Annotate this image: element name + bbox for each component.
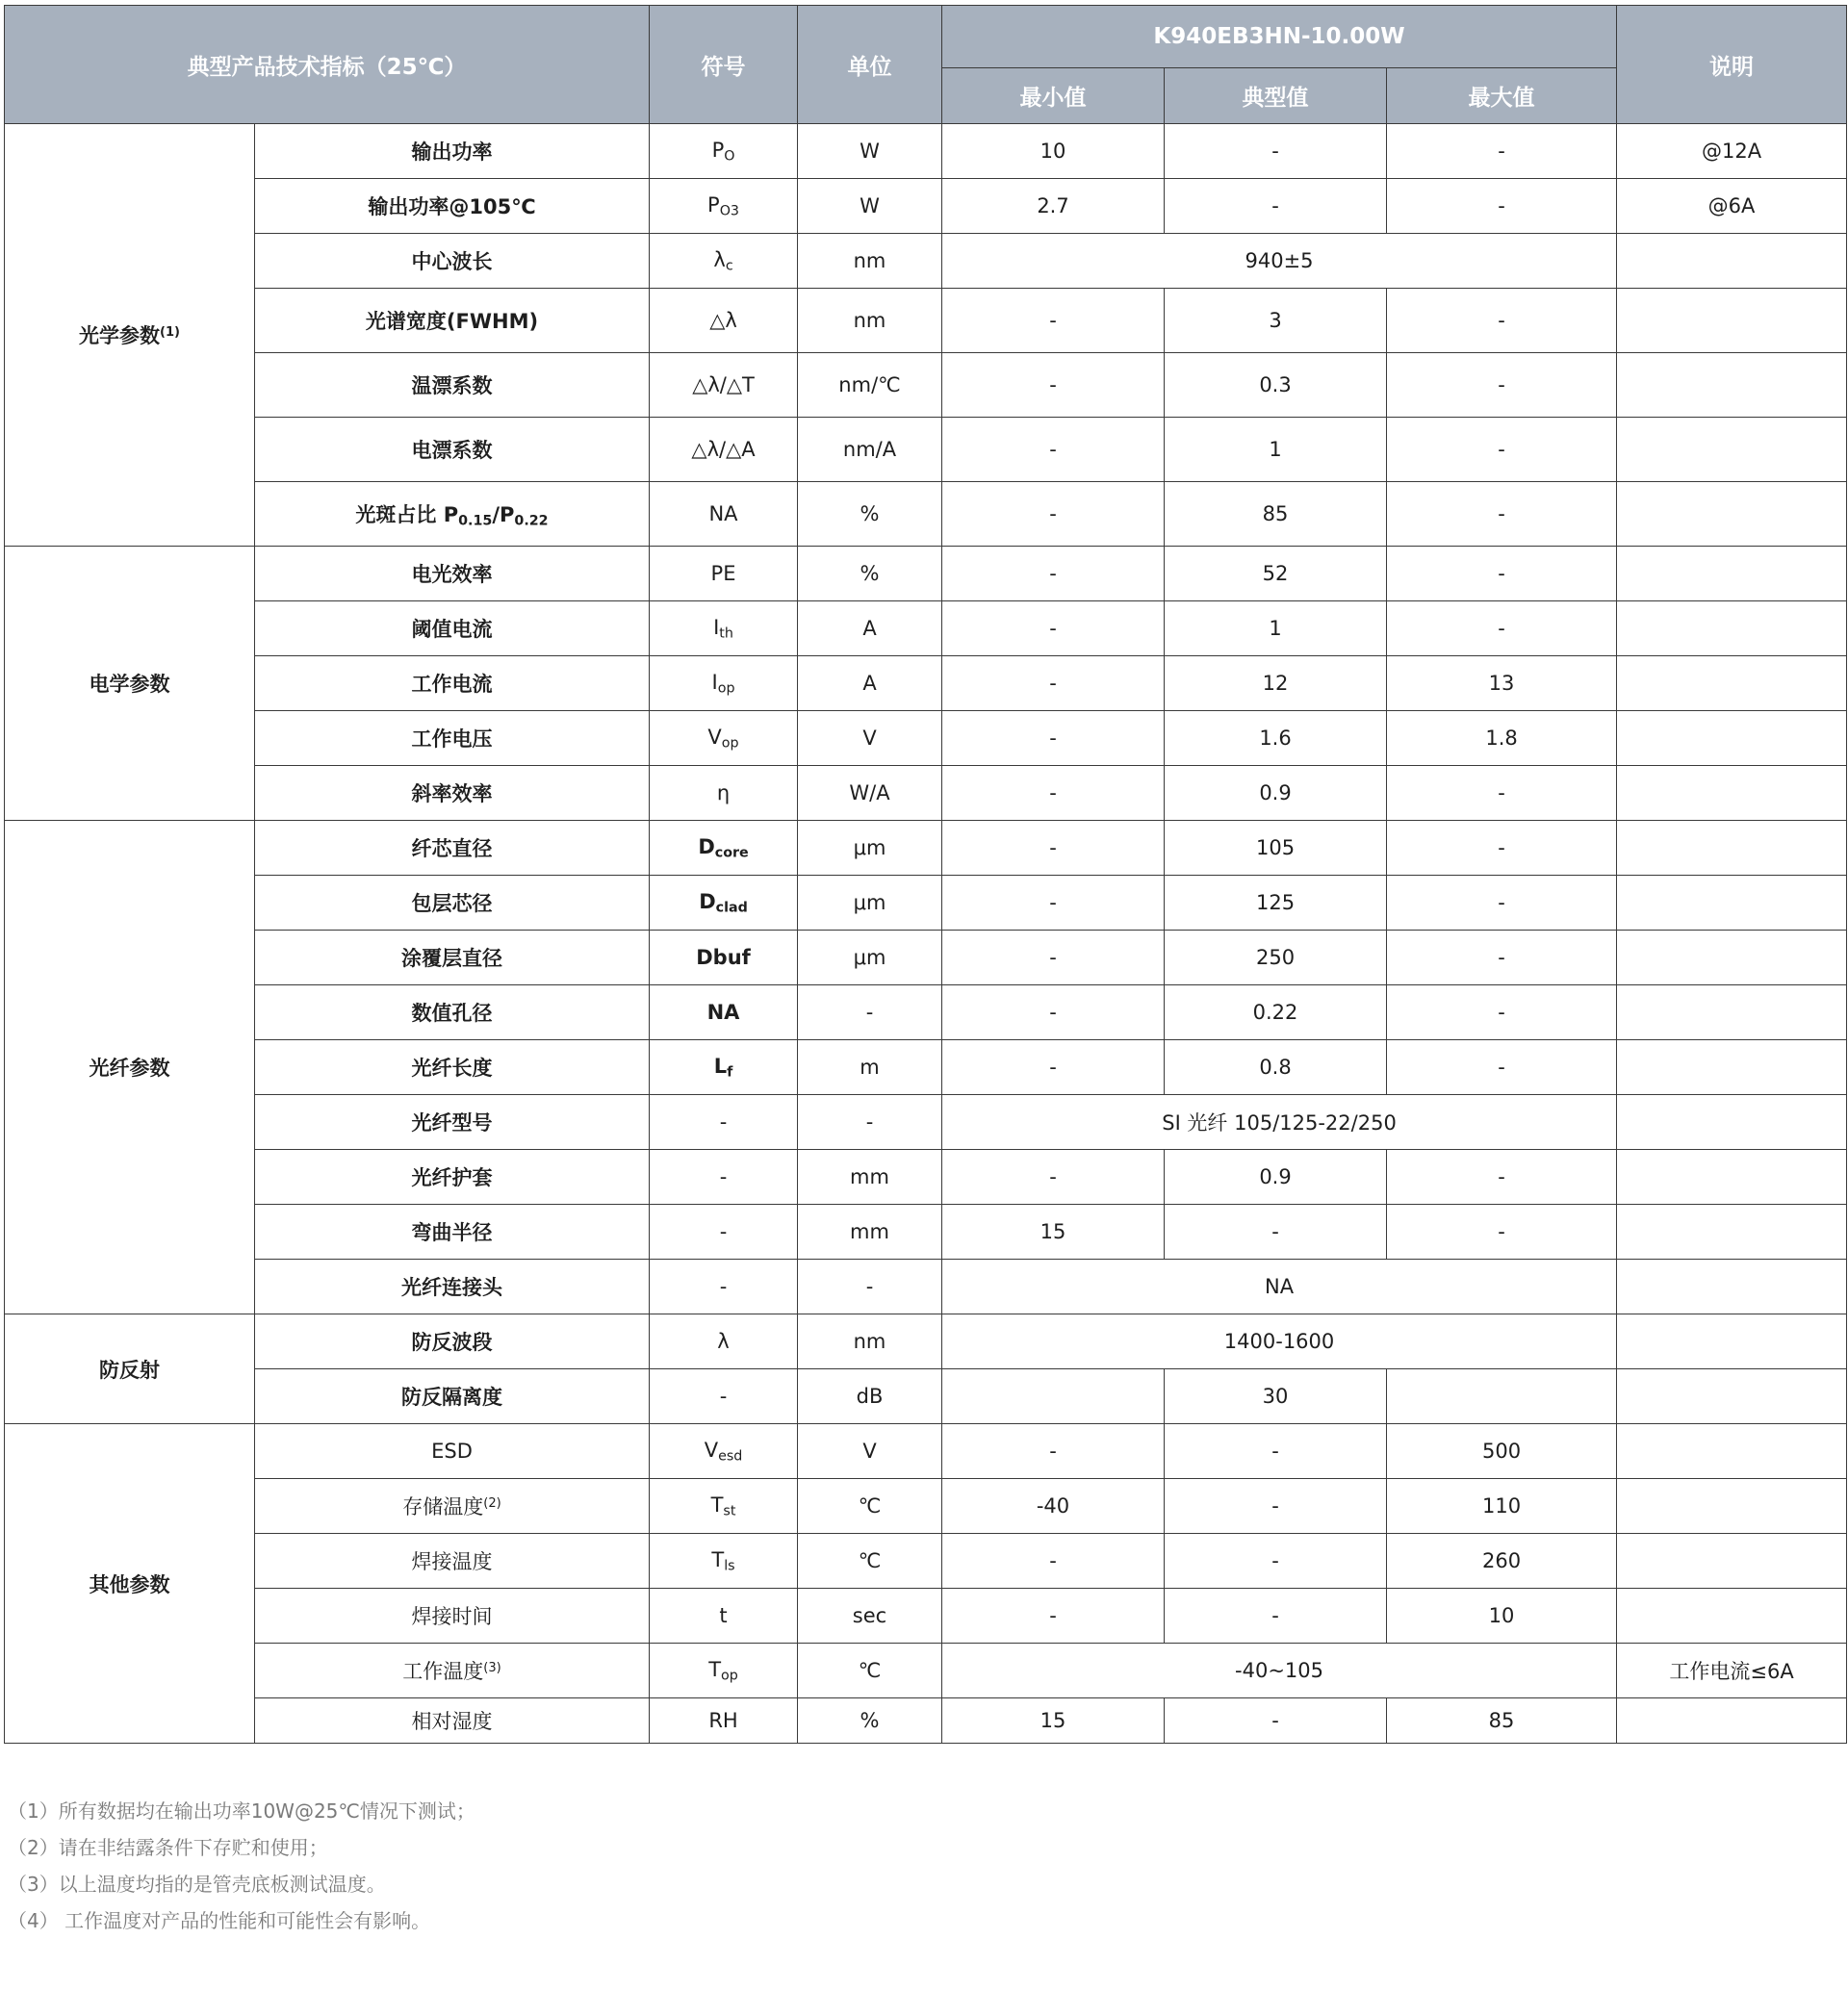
- span-value-cell: 1400-1600: [942, 1314, 1617, 1369]
- symbol-cell: η: [650, 766, 798, 821]
- symbol-cell: [650, 1479, 798, 1534]
- min-cell: -40: [942, 1479, 1165, 1534]
- param-name: [255, 1644, 650, 1698]
- table-row: [5, 482, 1847, 547]
- table-row: [5, 711, 1847, 766]
- unit-cell: %: [798, 482, 942, 547]
- typ-cell: -: [1165, 1534, 1387, 1589]
- unit-cell: W: [798, 124, 942, 179]
- unit-cell: dB: [798, 1369, 942, 1424]
- min-cell: 2.7: [942, 179, 1165, 234]
- category-other: 其他参数: [5, 1424, 255, 1744]
- span-value-cell: NA: [942, 1260, 1617, 1314]
- param-name: 中心波长: [255, 234, 650, 289]
- max-cell: -: [1387, 124, 1617, 179]
- param-name: 电光效率: [255, 547, 650, 601]
- param-name: 光谱宽度(FWHM): [255, 289, 650, 353]
- max-cell: -: [1387, 418, 1617, 482]
- table-row: [5, 1205, 1847, 1260]
- max-cell: 13: [1387, 656, 1617, 711]
- param-name: 焊接温度: [255, 1534, 650, 1589]
- category-electrical: 电学参数: [5, 547, 255, 821]
- unit-cell: %: [798, 1698, 942, 1744]
- typ-cell: 0.9: [1165, 1150, 1387, 1205]
- note-cell: [1617, 601, 1847, 656]
- symbol-cell: [650, 124, 798, 179]
- typ-cell: 1.6: [1165, 711, 1387, 766]
- note-cell: [1617, 1040, 1847, 1095]
- category-antireflection: 防反射: [5, 1314, 255, 1424]
- note-cell: [1617, 1205, 1847, 1260]
- header-unit: 单位: [798, 6, 942, 124]
- header-model: K940EB3HN-10.00W: [942, 6, 1617, 68]
- min-cell: -: [942, 766, 1165, 821]
- param-name: 电漂系数: [255, 418, 650, 482]
- param-name-sub: 0.22: [514, 513, 549, 529]
- table-row: [5, 766, 1847, 821]
- max-cell: -: [1387, 985, 1617, 1040]
- max-cell: -: [1387, 547, 1617, 601]
- symbol-cell: RH: [650, 1698, 798, 1744]
- table-row: [5, 234, 1847, 289]
- min-cell: -: [942, 482, 1165, 547]
- typ-cell: -: [1165, 124, 1387, 179]
- unit-cell: -: [798, 1095, 942, 1150]
- param-name: 输出功率: [255, 124, 650, 179]
- symbol-cell: △λ: [650, 289, 798, 353]
- symbol-cell: [650, 711, 798, 766]
- symbol-cell: [650, 179, 798, 234]
- param-name: 温漂系数: [255, 353, 650, 418]
- table-row: [5, 124, 1847, 179]
- table-row: [5, 876, 1847, 931]
- param-name: 工作电流: [255, 656, 650, 711]
- typ-cell: 3: [1165, 289, 1387, 353]
- footnote: （4） 工作温度对产品的性能和可能性会有影响。: [8, 1909, 431, 1932]
- table-row: [5, 1644, 1847, 1698]
- min-cell: -: [942, 931, 1165, 985]
- max-cell: 10: [1387, 1589, 1617, 1644]
- symbol: L: [713, 1054, 728, 1078]
- symbol-cell: -: [650, 1150, 798, 1205]
- param-name: 输出功率@105℃: [255, 179, 650, 234]
- unit-cell: nm/A: [798, 418, 942, 482]
- table-row: [5, 1150, 1847, 1205]
- unit-cell: mm: [798, 1150, 942, 1205]
- symbol-sub: ls: [724, 1558, 735, 1574]
- table-row: [5, 1369, 1847, 1424]
- min-cell: -: [942, 418, 1165, 482]
- param-name: ESD: [255, 1424, 650, 1479]
- unit-cell: -: [798, 1260, 942, 1314]
- unit-cell: %: [798, 547, 942, 601]
- symbol-cell: △λ/△T: [650, 353, 798, 418]
- param-name: 焊接时间: [255, 1589, 650, 1644]
- typ-cell: 125: [1165, 876, 1387, 931]
- symbol-cell: [650, 1644, 798, 1698]
- min-cell: -: [942, 1424, 1165, 1479]
- table-row: [5, 547, 1847, 601]
- table-row: [5, 1095, 1847, 1150]
- max-cell: -: [1387, 821, 1617, 876]
- table-row: [5, 1260, 1847, 1314]
- note-cell: [1617, 289, 1847, 353]
- typ-cell: 0.22: [1165, 985, 1387, 1040]
- span-value-cell: -40~105: [942, 1644, 1617, 1698]
- symbol-cell: [650, 601, 798, 656]
- note-cell: [1617, 766, 1847, 821]
- note-cell: [1617, 931, 1847, 985]
- unit-cell: m: [798, 1040, 942, 1095]
- symbol-sub: f: [727, 1064, 733, 1081]
- note-cell: @6A: [1617, 179, 1847, 234]
- footnote: （2）请在非结露条件下存贮和使用；: [8, 1836, 328, 1859]
- symbol-sub: esd: [718, 1448, 743, 1465]
- max-cell: -: [1387, 1205, 1617, 1260]
- min-cell: 15: [942, 1205, 1165, 1260]
- min-cell: 15: [942, 1698, 1165, 1744]
- max-cell: -: [1387, 353, 1617, 418]
- note-cell: [1617, 1150, 1847, 1205]
- symbol: I: [713, 615, 720, 639]
- note-cell: [1617, 1589, 1847, 1644]
- unit-cell: ℃: [798, 1644, 942, 1698]
- table-row: [5, 418, 1847, 482]
- typ-cell: 52: [1165, 547, 1387, 601]
- max-cell: 110: [1387, 1479, 1617, 1534]
- table-row: [5, 353, 1847, 418]
- param-name: [255, 482, 650, 547]
- typ-cell: 85: [1165, 482, 1387, 547]
- symbol-cell: PE: [650, 547, 798, 601]
- symbol-sub: core: [714, 845, 749, 861]
- max-cell: -: [1387, 876, 1617, 931]
- note-cell: [1617, 656, 1847, 711]
- table-row: [5, 821, 1847, 876]
- note-cell: [1617, 711, 1847, 766]
- header-indicator: 典型产品技术指标（25℃）: [5, 6, 650, 124]
- symbol-cell: [650, 1040, 798, 1095]
- unit-cell: μm: [798, 821, 942, 876]
- symbol-sub: st: [723, 1503, 736, 1519]
- param-name: 光纤护套: [255, 1150, 650, 1205]
- symbol: P: [707, 192, 720, 217]
- param-name: 纤芯直径: [255, 821, 650, 876]
- param-name-mid: /P: [492, 502, 515, 526]
- note-cell: [1617, 1698, 1847, 1744]
- header-symbol: 符号: [650, 6, 798, 124]
- symbol-cell: [650, 876, 798, 931]
- table-row: [5, 656, 1847, 711]
- symbol-cell: [650, 234, 798, 289]
- param-name: 光纤连接头: [255, 1260, 650, 1314]
- category-label: 光学参数: [79, 324, 161, 347]
- typ-cell: 1: [1165, 601, 1387, 656]
- symbol-cell: NA: [650, 482, 798, 547]
- symbol-cell: -: [650, 1260, 798, 1314]
- min-cell: -: [942, 1534, 1165, 1589]
- max-cell: [1387, 1369, 1617, 1424]
- note-cell: [1617, 1424, 1847, 1479]
- note-cell: [1617, 1260, 1847, 1314]
- symbol-sub: op: [721, 735, 739, 752]
- max-cell: -: [1387, 179, 1617, 234]
- header-min: 最小值: [942, 68, 1165, 124]
- param-name-text: 存储温度: [402, 1495, 484, 1518]
- param-name-sub: 0.15: [458, 513, 493, 529]
- table-row: [5, 1589, 1847, 1644]
- symbol-cell: [650, 656, 798, 711]
- max-cell: -: [1387, 1150, 1617, 1205]
- typ-cell: 250: [1165, 931, 1387, 985]
- param-name: 防反隔离度: [255, 1369, 650, 1424]
- symbol-cell: NA: [650, 985, 798, 1040]
- header-typ: 典型值: [1165, 68, 1387, 124]
- symbol-cell: [650, 1424, 798, 1479]
- symbol-cell: [650, 1534, 798, 1589]
- param-name: 数值孔径: [255, 985, 650, 1040]
- table-row: [5, 1040, 1847, 1095]
- max-cell: -: [1387, 1040, 1617, 1095]
- unit-cell: sec: [798, 1589, 942, 1644]
- symbol: V: [707, 725, 722, 749]
- symbol: I: [711, 670, 718, 694]
- typ-cell: -: [1165, 1698, 1387, 1744]
- max-cell: 85: [1387, 1698, 1617, 1744]
- min-cell: -: [942, 353, 1165, 418]
- header-row: [5, 6, 1847, 68]
- table-row: [5, 985, 1847, 1040]
- max-cell: -: [1387, 931, 1617, 985]
- footnotes: [8, 1793, 475, 1939]
- footnote: （3）以上温度均指的是管壳底板测试温度。: [8, 1873, 386, 1896]
- min-cell: -: [942, 985, 1165, 1040]
- typ-cell: -: [1165, 1205, 1387, 1260]
- typ-cell: 0.3: [1165, 353, 1387, 418]
- symbol: λ: [713, 247, 726, 271]
- unit-cell: W/A: [798, 766, 942, 821]
- min-cell: -: [942, 876, 1165, 931]
- min-cell: -: [942, 289, 1165, 353]
- unit-cell: nm: [798, 289, 942, 353]
- symbol-cell: λ: [650, 1314, 798, 1369]
- unit-cell: nm/℃: [798, 353, 942, 418]
- note-cell: [1617, 1095, 1847, 1150]
- typ-cell: -: [1165, 1479, 1387, 1534]
- note-cell: 工作电流≤6A: [1617, 1644, 1847, 1698]
- note-cell: [1617, 418, 1847, 482]
- symbol-sub: clad: [715, 900, 748, 916]
- note-cell: [1617, 876, 1847, 931]
- max-cell: 260: [1387, 1534, 1617, 1589]
- header-max: 最大值: [1387, 68, 1617, 124]
- symbol-sub: O3: [719, 203, 739, 219]
- symbol-cell: -: [650, 1095, 798, 1150]
- param-name-prefix: 光斑占比 P: [355, 502, 459, 526]
- symbol-cell: △λ/△A: [650, 418, 798, 482]
- category-fiber: 光纤参数: [5, 821, 255, 1314]
- unit-cell: nm: [798, 234, 942, 289]
- typ-cell: -: [1165, 179, 1387, 234]
- note-cell: [1617, 234, 1847, 289]
- category-footnote: (1): [160, 324, 180, 340]
- param-name: 涂覆层直径: [255, 931, 650, 985]
- table-row: [5, 1314, 1847, 1369]
- symbol-sub: op: [721, 1668, 738, 1684]
- symbol: V: [704, 1438, 719, 1462]
- note-cell: [1617, 1314, 1847, 1369]
- note-cell: [1617, 482, 1847, 547]
- unit-cell: mm: [798, 1205, 942, 1260]
- unit-cell: μm: [798, 931, 942, 985]
- min-cell: -: [942, 601, 1165, 656]
- typ-cell: 105: [1165, 821, 1387, 876]
- symbol-sub: c: [725, 258, 733, 274]
- table-row: [5, 1424, 1847, 1479]
- param-name-text: 工作温度: [402, 1660, 484, 1683]
- table-row: [5, 601, 1847, 656]
- typ-cell: 0.8: [1165, 1040, 1387, 1095]
- unit-cell: V: [798, 1424, 942, 1479]
- symbol: T: [711, 1547, 725, 1571]
- min-cell: -: [942, 547, 1165, 601]
- typ-cell: 1: [1165, 418, 1387, 482]
- param-name: 弯曲半径: [255, 1205, 650, 1260]
- symbol-sub: op: [717, 680, 735, 697]
- table-row: [5, 289, 1847, 353]
- typ-cell: 0.9: [1165, 766, 1387, 821]
- unit-cell: A: [798, 601, 942, 656]
- symbol-cell: -: [650, 1369, 798, 1424]
- param-footnote: (3): [483, 1660, 501, 1675]
- span-value-cell: SI 光纤 105/125-22/250: [942, 1095, 1617, 1150]
- symbol-cell: Dbuf: [650, 931, 798, 985]
- min-cell: 10: [942, 124, 1165, 179]
- typ-cell: -: [1165, 1589, 1387, 1644]
- symbol: D: [699, 889, 716, 913]
- param-footnote: (2): [483, 1495, 501, 1511]
- max-cell: 500: [1387, 1424, 1617, 1479]
- min-cell: -: [942, 1150, 1165, 1205]
- note-cell: [1617, 547, 1847, 601]
- param-name: 包层芯径: [255, 876, 650, 931]
- max-cell: 1.8: [1387, 711, 1617, 766]
- unit-cell: nm: [798, 1314, 942, 1369]
- note-cell: [1617, 1479, 1847, 1534]
- note-cell: [1617, 821, 1847, 876]
- symbol-cell: -: [650, 1205, 798, 1260]
- symbol-sub: O: [724, 148, 735, 165]
- table-row: [5, 1479, 1847, 1534]
- table-row: [5, 179, 1847, 234]
- note-cell: [1617, 353, 1847, 418]
- param-name: 斜率效率: [255, 766, 650, 821]
- span-value-cell: 940±5: [942, 234, 1617, 289]
- typ-cell: 12: [1165, 656, 1387, 711]
- param-name: 阈值电流: [255, 601, 650, 656]
- min-cell: -: [942, 656, 1165, 711]
- symbol: T: [710, 1492, 724, 1517]
- symbol-sub: th: [719, 625, 733, 642]
- max-cell: -: [1387, 482, 1617, 547]
- unit-cell: μm: [798, 876, 942, 931]
- max-cell: -: [1387, 601, 1617, 656]
- param-name: 防反波段: [255, 1314, 650, 1369]
- unit-cell: W: [798, 179, 942, 234]
- param-name: 相对湿度: [255, 1698, 650, 1744]
- footnote: （1）所有数据均在输出功率10W@25℃情况下测试；: [8, 1799, 475, 1823]
- min-cell: -: [942, 1040, 1165, 1095]
- min-cell: -: [942, 711, 1165, 766]
- typ-cell: 30: [1165, 1369, 1387, 1424]
- note-cell: [1617, 985, 1847, 1040]
- min-cell: -: [942, 821, 1165, 876]
- table-row: [5, 1698, 1847, 1744]
- category-optical: [5, 124, 255, 547]
- unit-cell: ℃: [798, 1534, 942, 1589]
- note-cell: @12A: [1617, 124, 1847, 179]
- symbol-cell: t: [650, 1589, 798, 1644]
- table-row: [5, 931, 1847, 985]
- symbol: T: [708, 1657, 722, 1681]
- note-cell: [1617, 1369, 1847, 1424]
- min-cell: [942, 1369, 1165, 1424]
- symbol: D: [698, 834, 715, 858]
- param-name: [255, 1479, 650, 1534]
- symbol-cell: [650, 821, 798, 876]
- unit-cell: ℃: [798, 1479, 942, 1534]
- param-name: 光纤型号: [255, 1095, 650, 1150]
- symbol: P: [711, 138, 725, 162]
- header-note: 说明: [1617, 6, 1847, 124]
- param-name: 工作电压: [255, 711, 650, 766]
- note-cell: [1617, 1534, 1847, 1589]
- typ-cell: -: [1165, 1424, 1387, 1479]
- spec-table: [4, 5, 1847, 1744]
- table-row: [5, 1534, 1847, 1589]
- unit-cell: V: [798, 711, 942, 766]
- max-cell: -: [1387, 766, 1617, 821]
- unit-cell: A: [798, 656, 942, 711]
- unit-cell: -: [798, 985, 942, 1040]
- min-cell: -: [942, 1589, 1165, 1644]
- param-name: 光纤长度: [255, 1040, 650, 1095]
- max-cell: -: [1387, 289, 1617, 353]
